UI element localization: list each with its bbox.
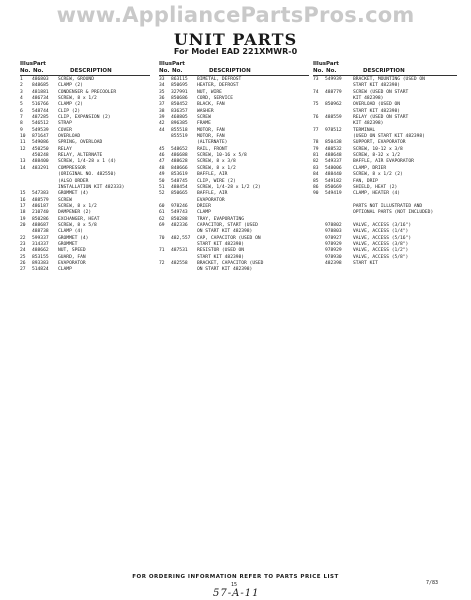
part-description: SCREW (USED ON START: [353, 89, 409, 95]
part-description: GROMMET (4): [58, 191, 89, 197]
illus-number: 82: [313, 159, 319, 165]
part-description: VALVE, ACCESS (1/2"): [353, 248, 409, 254]
part-description: (ALSO ORDER: [58, 178, 89, 184]
part-description: CONDENSER & PRECOOLER: [58, 89, 117, 95]
illus-number: 62: [159, 216, 165, 222]
illus-number: 33: [159, 77, 165, 82]
part-description: CLAMP: [58, 267, 72, 273]
header-part-no: No.: [172, 68, 183, 74]
part-description: GROMMET: [58, 241, 78, 247]
illus-number: 90: [313, 191, 319, 197]
part-description: FAN, DRIP: [353, 178, 378, 184]
illus-number: 9: [20, 127, 23, 133]
part-description: CLAMP (4): [58, 229, 83, 235]
part-description: OVERLOAD: [58, 134, 81, 140]
part-number: 488454: [171, 184, 188, 190]
part-number: 488532: [325, 146, 342, 152]
parts-rows: [20, 77, 150, 274]
part-number: 548745: [171, 178, 188, 184]
part-number: 486803: [32, 77, 49, 82]
part-number: 850695: [171, 83, 188, 89]
part-description: NUT, SPEED: [58, 248, 86, 254]
part-number: 978803: [325, 229, 342, 235]
part-description: BLACK, FAN: [197, 102, 225, 108]
illus-number: 78: [313, 140, 319, 146]
part-number: 548652: [171, 146, 188, 152]
part-number: 488738: [32, 229, 49, 235]
illus-number: 4: [20, 96, 23, 102]
part-number: 450250: [32, 146, 49, 152]
illus-number: 13: [20, 159, 26, 165]
illus-number: 24: [20, 248, 26, 254]
header-part-no: No.: [33, 68, 44, 74]
part-number: 468805: [171, 115, 188, 121]
part-number: 549419: [325, 191, 342, 197]
illus-number: 5: [20, 102, 23, 108]
part-number: 450248: [32, 153, 49, 159]
illus-number: 35: [159, 89, 165, 95]
part-number: 855518: [171, 127, 188, 133]
header-part: Part: [172, 61, 185, 67]
illus-number: 75: [313, 102, 319, 108]
header-no: No.: [159, 68, 170, 74]
part-description: GUARD, FAN: [58, 254, 86, 260]
part-description: CLAMP (2): [58, 102, 83, 108]
part-description: EVAPORATOR: [197, 197, 225, 203]
illus-number: 85: [313, 178, 319, 184]
parts-row: [20, 267, 150, 273]
parts-column-1: [20, 60, 150, 274]
ordering-note: FOR ORDERING INFORMATION REFER TO PARTS PRICE LIST: [132, 574, 339, 580]
site-watermark: www.AppliancePartsPros.com: [56, 3, 415, 27]
illus-number: 23: [20, 241, 26, 247]
header-description: DESCRIPTION: [70, 68, 112, 74]
parts-row: [159, 267, 309, 273]
illus-number: 72: [159, 260, 165, 266]
part-description: START KIT 482398): [197, 254, 245, 260]
part-description: BIMETAL, DEFROST: [197, 77, 242, 82]
part-number: 210740: [32, 210, 49, 216]
part-number: 549539: [32, 127, 49, 133]
part-description: INSTALLATION KIT 482333): [58, 184, 125, 190]
part-description: MOTOR, FAN: [197, 134, 225, 140]
illus-number: 48: [159, 165, 165, 171]
illus-number: 86: [313, 184, 319, 190]
part-description: SCREW, 10-12 x 3/8: [353, 146, 403, 152]
part-description: CLAMP: [197, 210, 211, 216]
part-description: SCREW, 8 x 1/2: [58, 96, 97, 102]
part-description: KIT 482398): [353, 96, 384, 102]
part-number: 850452: [171, 102, 188, 108]
part-description: SCREW, 8 x 1/2 (2): [353, 172, 403, 178]
part-number: 848666: [171, 165, 188, 171]
header-illus: Illus.: [313, 61, 329, 67]
illus-number: 70: [159, 235, 165, 241]
header-no: No.: [20, 68, 31, 74]
part-number: 481881: [32, 89, 49, 95]
part-number: 896385: [171, 121, 188, 127]
illus-number: 22: [20, 235, 26, 241]
part-number: 516766: [32, 102, 49, 108]
parts-rows: [313, 77, 457, 267]
header-no: No.: [313, 68, 324, 74]
illus-number: 69: [159, 222, 165, 228]
illus-number: 20: [20, 222, 26, 228]
part-description: RAIL, FRONT: [197, 146, 228, 152]
illus-number: 26: [20, 260, 26, 266]
part-description: OVERLOAD (USED ON: [353, 102, 401, 108]
part-description: SCREW, 8-32 x 1/2: [353, 153, 401, 159]
part-number: 486734: [32, 96, 49, 102]
illus-number: 6: [20, 108, 23, 114]
part-number: 488648: [325, 153, 342, 159]
header-description: DESCRIPTION: [209, 68, 251, 74]
part-description: EVAPORATOR: [58, 260, 86, 266]
header-description: DESCRIPTION: [363, 68, 405, 74]
part-description: BRACKET, CAPACITOR (USED: [197, 260, 264, 266]
part-description: START KIT 482398): [353, 83, 401, 89]
part-number: 978802: [325, 222, 342, 228]
part-number: 488779: [325, 89, 342, 95]
part-number: 488628: [171, 159, 188, 165]
part-number: 549086: [32, 140, 49, 146]
part-description: SHIELD, HEAT (2): [353, 184, 398, 190]
illus-number: 17: [20, 203, 26, 209]
part-description: DRIER: [197, 203, 211, 209]
part-number: 549743: [171, 210, 188, 216]
part-description: START KIT 482398): [353, 108, 401, 114]
part-description: NUT, WIRE: [197, 89, 222, 95]
illus-number: 7: [20, 115, 23, 121]
part-description: PARTS NOT ILLUSTRATED AND: [353, 203, 423, 209]
illus-number: 15: [20, 191, 26, 197]
part-number: 853155: [32, 254, 49, 260]
part-description: SUPPORT, EVAPORATOR: [353, 140, 406, 146]
part-number: 314337: [32, 241, 49, 247]
part-description: (ORIGINAL NO. 482550): [58, 172, 117, 178]
illus-number: 44: [159, 127, 165, 133]
part-description: BAFFLE, AIR: [197, 172, 228, 178]
part-description: SCREW, 8 x 1/2: [58, 203, 97, 209]
illus-number: 51: [159, 184, 165, 190]
part-number: 978927: [325, 235, 342, 241]
part-description: VALVE, ACCESS (3/8"): [353, 241, 409, 247]
document-code: 7/83: [426, 580, 439, 586]
header-part: Part: [326, 61, 339, 67]
part-number: 486187: [32, 203, 49, 209]
part-description: SCREW, 8 x 3/8: [197, 159, 236, 165]
illus-number: 34: [159, 83, 165, 89]
illus-number: 25: [20, 254, 26, 260]
illus-number: 19: [20, 216, 26, 222]
part-description: SCREW: [197, 115, 211, 121]
illus-number: 71: [159, 248, 165, 254]
part-number: 482336: [171, 222, 188, 228]
part-description: COMPRESSOR: [58, 165, 86, 171]
part-description: ON START KIT 482398): [197, 229, 253, 235]
part-number: 488579: [32, 197, 49, 203]
part-description: ON START KIT 482398): [197, 267, 253, 273]
part-number: 836357: [171, 108, 188, 114]
part-description: WASHER: [197, 108, 214, 114]
part-number: 327991: [171, 89, 188, 95]
part-description: SCREW, 1/4-28 x 1/2 (2): [197, 184, 261, 190]
part-number: 482,557: [171, 235, 191, 241]
illus-number: 10: [20, 134, 26, 140]
part-description: CLAMP, HEATER (4): [353, 191, 401, 197]
part-description: SCREW, 8 x 1/2: [197, 165, 236, 171]
part-description: TERMINAL: [353, 127, 376, 133]
illus-number: 46: [159, 153, 165, 159]
illus-number: 14: [20, 165, 26, 171]
part-description: SCREW, 1/4-28 x 1 (4): [58, 159, 117, 165]
illus-number: 3: [20, 89, 23, 95]
illus-number: 45: [159, 146, 165, 152]
part-number: 487531: [171, 248, 188, 254]
part-description: DAMPENER (2): [58, 210, 92, 216]
part-number: 978512: [325, 127, 342, 133]
illus-number: 83: [313, 165, 319, 171]
part-description: CAPACITOR, START (USED: [197, 222, 258, 228]
part-description: CORD, SERVICE: [197, 96, 233, 102]
part-number: 546512: [32, 121, 49, 127]
part-number: 548744: [32, 108, 49, 114]
part-description: VALVE, ACCESS (1/4"): [353, 229, 409, 235]
part-description: FRAME: [197, 121, 211, 127]
part-number: 599337: [32, 235, 49, 241]
column-header: [313, 60, 457, 76]
part-number: 978930: [325, 254, 342, 260]
part-number: 978246: [171, 203, 188, 209]
illus-number: 11: [20, 140, 26, 146]
part-description: START KIT: [353, 260, 378, 266]
part-description: RELAY, ALTERNATE: [58, 153, 103, 159]
page-title: UNIT PARTS: [173, 30, 298, 49]
column-header: [159, 60, 309, 76]
part-number: 850686: [171, 96, 188, 102]
illus-number: 1: [20, 77, 23, 82]
illus-number: 84: [313, 172, 319, 178]
part-description: BAFFLE, AIR EVAPORATOR: [353, 159, 414, 165]
parts-rows: [159, 77, 309, 274]
part-number: 483291: [32, 165, 49, 171]
header-illus: Illus.: [20, 61, 36, 67]
illus-number: 60: [159, 203, 165, 209]
part-number: 978929: [325, 241, 342, 247]
illus-number: 16: [20, 197, 26, 203]
part-number: 853619: [171, 172, 188, 178]
page-number: 15: [231, 582, 238, 588]
part-number: 848685: [32, 83, 49, 89]
part-number: 488400: [32, 159, 49, 165]
part-description: START KIT 482398): [197, 241, 245, 247]
model-subtitle: For Model EAD 221XMWR-0: [173, 47, 298, 56]
part-description: CLIP, EXPANSION (2): [58, 115, 111, 121]
header-illus: Illus.: [159, 61, 175, 67]
part-number: 978929: [325, 248, 342, 254]
illus-number: 38: [159, 108, 165, 114]
part-description: CLIP (2): [58, 108, 81, 114]
illus-number: 76: [313, 115, 319, 121]
part-description: RESISTOR (USED ON: [197, 248, 245, 254]
part-number: 488440: [325, 172, 342, 178]
parts-row: [313, 261, 457, 267]
part-description: HEATER, DEFROST: [197, 83, 239, 89]
part-number: 482398: [325, 260, 342, 266]
part-description: TRAY, EVAPORATING: [197, 216, 245, 222]
part-description: BRACKET, MOUNTING (USED ON: [353, 77, 425, 82]
part-description: RELAY (USED ON START: [353, 115, 409, 121]
part-description: SCREW, 10-16 x 5/8: [197, 153, 247, 159]
part-description: VALVE, ACCESS (5/8"): [353, 254, 409, 260]
part-number: 850438: [325, 140, 342, 146]
part-number: 486688: [171, 153, 188, 159]
part-description: (USED ON START KIT 482398): [353, 134, 425, 140]
part-description: CLIP, WIRE (2): [197, 178, 236, 184]
part-number: 850665: [171, 191, 188, 197]
part-description: VALVE, ACCESS (5/16"): [353, 235, 412, 241]
part-description: CAP, CAPACITOR (USED ON: [197, 235, 261, 241]
illus-number: 50: [159, 178, 165, 184]
illus-number: 18: [20, 210, 26, 216]
part-number: 514824: [32, 267, 49, 273]
illus-number: 47: [159, 159, 165, 165]
part-number: 548006: [325, 165, 342, 171]
illus-number: 74: [313, 89, 319, 95]
illus-number: 77: [313, 127, 319, 133]
part-number: 488662: [32, 248, 49, 254]
part-description: CLAMP (2): [58, 83, 83, 89]
header-part-no: No.: [326, 68, 337, 74]
part-number: 850286: [32, 216, 49, 222]
part-description: SPRING, OVERLOAD: [58, 140, 103, 146]
part-number: 482558: [171, 260, 188, 266]
header-part: Part: [33, 61, 46, 67]
illus-number: 8: [20, 121, 23, 127]
part-number: 488559: [325, 115, 342, 121]
column-header: [20, 60, 150, 76]
part-number: 850288: [171, 216, 188, 222]
part-description: BAFFLE, AIR: [197, 191, 228, 197]
part-number: 549182: [325, 178, 342, 184]
part-description: SCREW, 8 x 5/8: [58, 222, 97, 228]
illus-number: 39: [159, 115, 165, 121]
part-number: 871647: [32, 134, 49, 140]
illus-number: 61: [159, 210, 165, 216]
part-description: OPTIONAL PARTS (NOT INCLUDED): [353, 210, 434, 216]
part-number: 549939: [325, 77, 342, 82]
part-description: SCREW: [58, 197, 72, 203]
illus-number: 42: [159, 121, 165, 127]
part-description: STRAP: [58, 121, 72, 127]
part-description: CLAMP, DRIER: [353, 165, 387, 171]
illus-number: 27: [20, 267, 26, 273]
part-description: (ALTERNATE): [197, 140, 228, 146]
part-description: SCREW, GROUND: [58, 77, 94, 82]
part-description: EXCHANGER, HEAT: [58, 216, 100, 222]
illus-number: 36: [159, 96, 165, 102]
illus-number: 49: [159, 172, 165, 178]
part-description: KIT 482398): [353, 121, 384, 127]
part-number: 893383: [32, 260, 49, 266]
part-number: 488687: [32, 222, 49, 228]
part-number: 863115: [171, 77, 188, 82]
handwritten-note: 57-A-11: [213, 588, 260, 599]
part-number: 547383: [32, 191, 49, 197]
part-number: 850962: [325, 102, 342, 108]
part-number: 850669: [325, 184, 342, 190]
part-description: MOTOR, FAN: [197, 127, 225, 133]
illus-number: 79: [313, 146, 319, 152]
parts-column-3: [313, 60, 457, 267]
part-description: RELAY: [58, 146, 72, 152]
illus-number: 52: [159, 191, 165, 197]
illus-number: 73: [313, 77, 319, 82]
illus-number: 81: [313, 153, 319, 159]
part-description: VALVE, ACCESS (3/16"): [353, 222, 412, 228]
parts-column-2: [159, 60, 309, 274]
illus-number: 2: [20, 83, 23, 89]
part-description: COVER: [58, 127, 72, 133]
illus-number: 37: [159, 102, 165, 108]
illus-number: 12: [20, 146, 26, 152]
part-description: GROMMET (4): [58, 235, 89, 241]
part-number: 855519: [171, 134, 188, 140]
part-number: 549337: [325, 159, 342, 165]
part-number: 487285: [32, 115, 49, 121]
